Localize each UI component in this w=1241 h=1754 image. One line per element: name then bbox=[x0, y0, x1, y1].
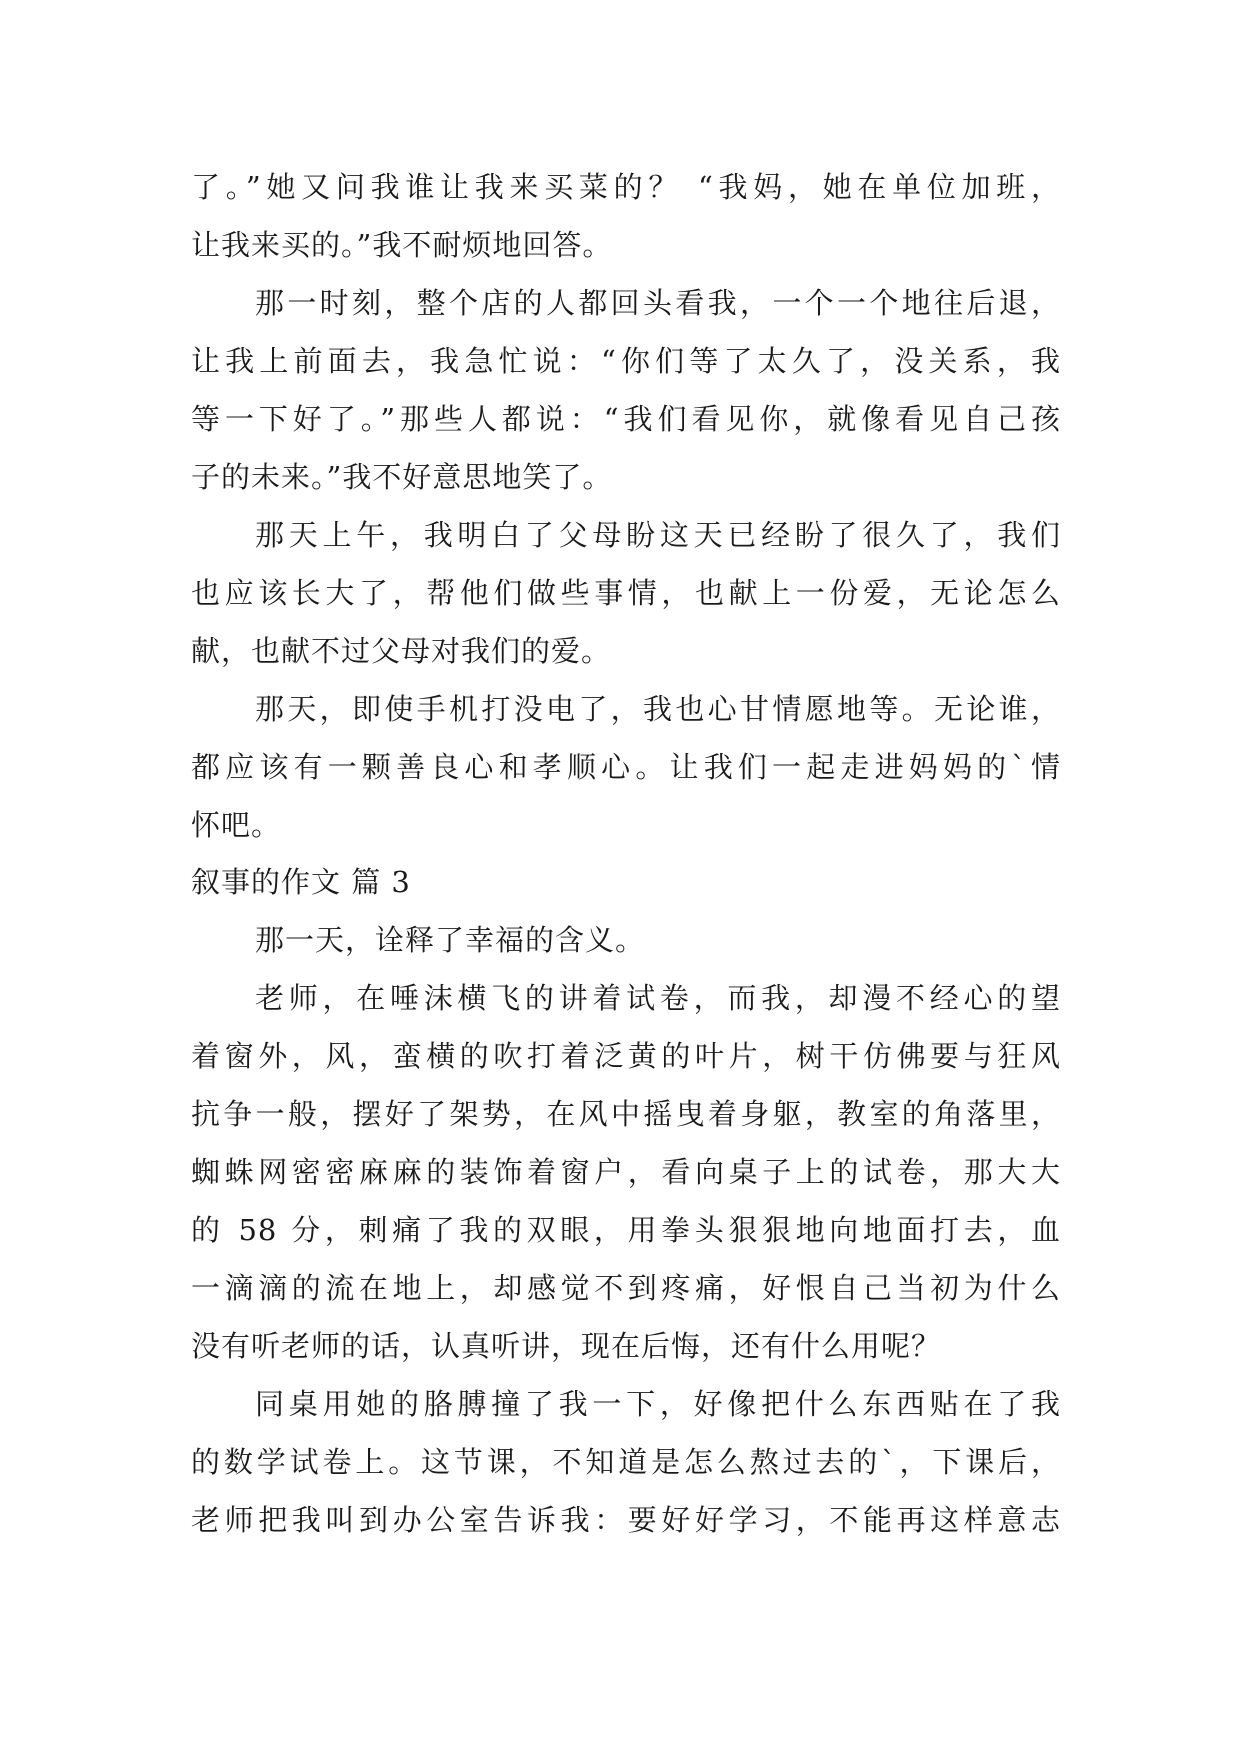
paragraph bbox=[191, 1375, 1061, 1549]
paragraph bbox=[191, 911, 1061, 969]
paragraph-line: 也应该长大了，帮他们做些事情，也献上一份爱，无论怎么 bbox=[191, 576, 1061, 610]
paragraph-line: 老师，在唾沫横飞的讲着试卷，而我，却漫不经心的望 bbox=[255, 981, 1061, 1015]
paragraph-line: 那天，即使手机打没电了，我也心甘情愿地等。无论谁， bbox=[255, 692, 1061, 726]
paragraph-line: 的 58 分，刺痛了我的双眼，用拳头狠狠地向地面打去，血 bbox=[191, 1213, 1061, 1247]
paragraph-line: 蜘蛛网密密麻麻的装饰着窗户，看向桌子上的试卷，那大大 bbox=[191, 1155, 1061, 1189]
paragraph-line: 子的未来。”我不好意思地笑了。 bbox=[191, 460, 613, 494]
paragraph-line: 怀吧。 bbox=[191, 808, 282, 842]
paragraph-line: 了。”她又问我谁让我来买菜的？ “我妈，她在单位加班， bbox=[191, 170, 1061, 204]
paragraph-line: 一滴滴的流在地上，却感觉不到疼痛，好恨自己当初为什么 bbox=[191, 1271, 1061, 1305]
paragraph-line: 着窗外，风，蛮横的吹打着泛黄的叶片，树干仿佛要与狂风 bbox=[191, 1039, 1061, 1073]
paragraph bbox=[191, 158, 1061, 274]
paragraph bbox=[191, 969, 1061, 1375]
paragraph-line: 老师把我叫到办公室告诉我：要好好学习，不能再这样意志 bbox=[191, 1503, 1061, 1537]
paragraph bbox=[191, 274, 1061, 506]
paragraph-line: 那一时刻，整个店的人都回头看我，一个一个地往后退， bbox=[255, 286, 1061, 320]
paragraph-line: 献，也献不过父母对我们的爱。 bbox=[191, 634, 612, 668]
paragraph-line: 的数学试卷上。这节课，不知道是怎么熬过去的`，下课后， bbox=[191, 1445, 1061, 1479]
paragraph-line: 等一下好了。”那些人都说：“我们看见你，就像看见自己孩 bbox=[191, 402, 1061, 436]
section-heading: 叙事的作文 篇 3 bbox=[191, 865, 411, 899]
paragraph-line: 同桌用她的胳膊撞了我一下，好像把什么东西贴在了我 bbox=[255, 1387, 1061, 1421]
paragraph bbox=[191, 506, 1061, 680]
paragraph-line: 没有听老师的话，认真听讲，现在后悔，还有什么用呢？ bbox=[191, 1329, 942, 1363]
paragraph-line: 那天上午，我明白了父母盼这天已经盼了很久了，我们 bbox=[255, 518, 1061, 552]
paragraph-line: 让我上前面去，我急忙说：“你们等了太久了，没关系，我 bbox=[191, 344, 1061, 378]
paragraph bbox=[191, 680, 1061, 854]
paragraph-line: 那一天，诠释了幸福的含义。 bbox=[255, 923, 646, 957]
paragraph-line: 让我来买的。”我不耐烦地回答。 bbox=[191, 228, 613, 262]
paragraph-line: 都应该有一颗善良心和孝顺心。让我们一起走进妈妈的`情 bbox=[191, 750, 1061, 784]
document-page bbox=[191, 158, 1061, 1549]
paragraph-line: 抗争一般，摆好了架势，在风中摇曳着身躯，教室的角落里， bbox=[191, 1097, 1061, 1131]
